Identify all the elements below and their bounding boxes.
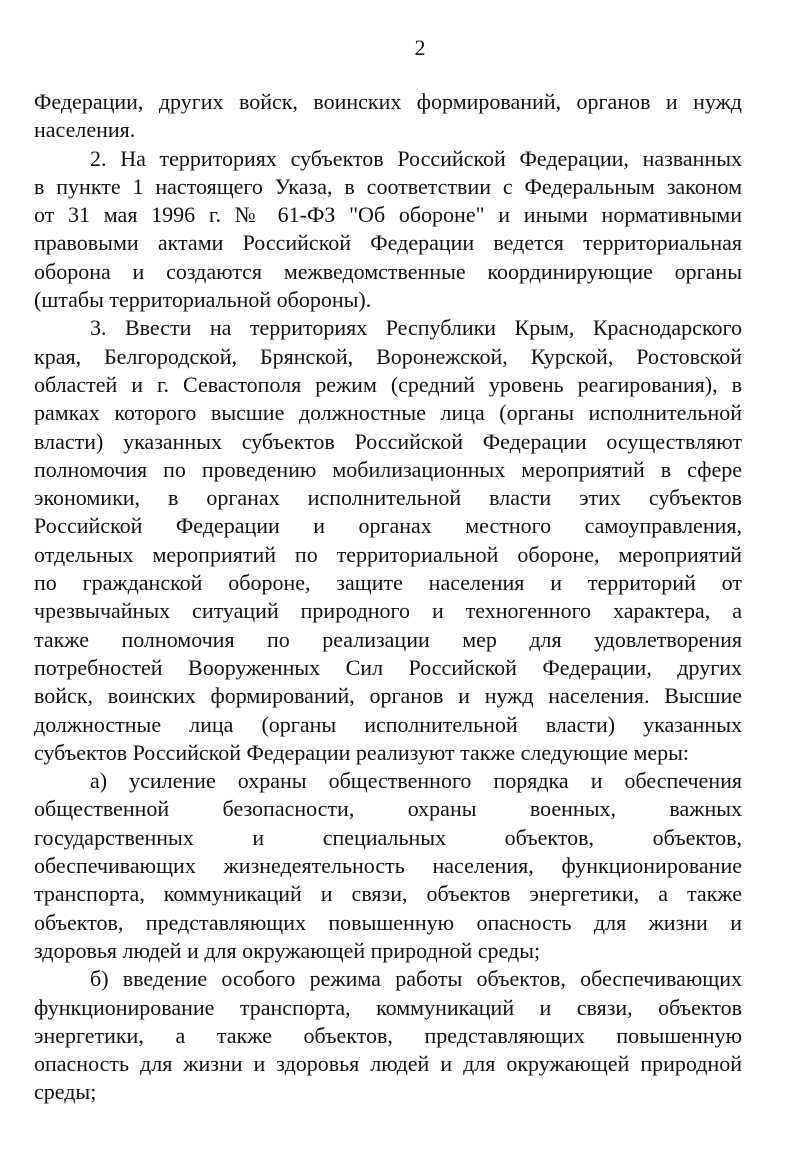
page-number: 2 [414, 35, 426, 60]
text-line: а) усиление охраны общественного порядка и обеспечения [90, 768, 742, 794]
text-line: войск, воинских формирований, органов и нужд населения. Высшие [34, 683, 742, 709]
text-line: рамках которого высшие должностные лица (органы исполнительной [34, 400, 742, 426]
body-text [34, 88, 742, 1107]
text-line: власти) указанных субъектов Российской Федерации осуществляют [34, 428, 742, 454]
text-line: (штабы территориальной обороны). [34, 287, 372, 313]
text-line: объектов, представляющих повышенную опасность для жизни и [34, 909, 742, 935]
text-line: населения. [34, 117, 136, 143]
text-line: Федерации, других войск, воинских формирований, органов и нужд [34, 89, 742, 114]
text-line: функционирование транспорта, коммуникаций и связи, объектов [34, 994, 742, 1020]
text-line: б) введение особого режима работы объектов, обеспечивающих [90, 966, 742, 992]
text-line: правовыми актами Российской Федерации ведется территориальная [34, 230, 742, 256]
text-line: от 31 мая 1996 г. № 61-ФЗ "Об обороне" и иными нормативными [34, 202, 742, 228]
text-line: потребностей Вооруженных Сил Российской Федерации, других [34, 654, 742, 680]
text-line: субъектов Российской Федерации реализуют также следующие меры: [34, 739, 690, 765]
text-line: 3. Ввести на территориях Республики Крым, Краснодарского [90, 315, 742, 341]
text-line: по гражданской обороне, защите населения и территорий от [34, 570, 742, 596]
text-line: полномочия по проведению мобилизационных мероприятий в сфере [34, 456, 742, 482]
text-line: должностные лица (органы исполнительной власти) указанных [34, 711, 742, 737]
text-line: опасность для жизни и здоровья людей и для окружающей природной [34, 1051, 742, 1077]
text-line: края, Белгородской, Брянской, Воронежской, Курской, Ростовской [34, 343, 742, 369]
text-line: также полномочия по реализации мер для удовлетворения [34, 626, 742, 652]
text-line: энергетики, а также объектов, представляющих повышенную [34, 1022, 742, 1048]
text-line: оборона и создаются межведомственные координирующие органы [34, 258, 742, 284]
text-line: отдельных мероприятий по территориальной обороне, мероприятий [34, 541, 742, 567]
text-line: обеспечивающих жизнедеятельность населения, функционирование [34, 853, 742, 879]
text-line: общественной безопасности, охраны военных, важных [34, 796, 742, 822]
text-line: в пункте 1 настоящего Указа, в соответствии с Федеральным законом [34, 173, 742, 199]
text-line: экономики, в органах исполнительной власти этих субъектов [34, 485, 742, 511]
text-line: Российской Федерации и органах местного самоуправления, [34, 513, 742, 539]
text-line: чрезвычайных ситуаций природного и техногенного характера, а [34, 598, 742, 624]
text-line: государственных и специальных объектов, объектов, [34, 824, 742, 850]
text-line: областей и г. Севастополя режим (средний уровень реагирования), в [34, 371, 742, 397]
text-line: 2. На территориях субъектов Российской Федерации, названных [90, 145, 742, 171]
text-line: среды; [34, 1079, 97, 1105]
text-line: транспорта, коммуникаций и связи, объектов энергетики, а также [34, 881, 742, 907]
text-line: здоровья людей и для окружающей природной среды; [34, 937, 541, 963]
